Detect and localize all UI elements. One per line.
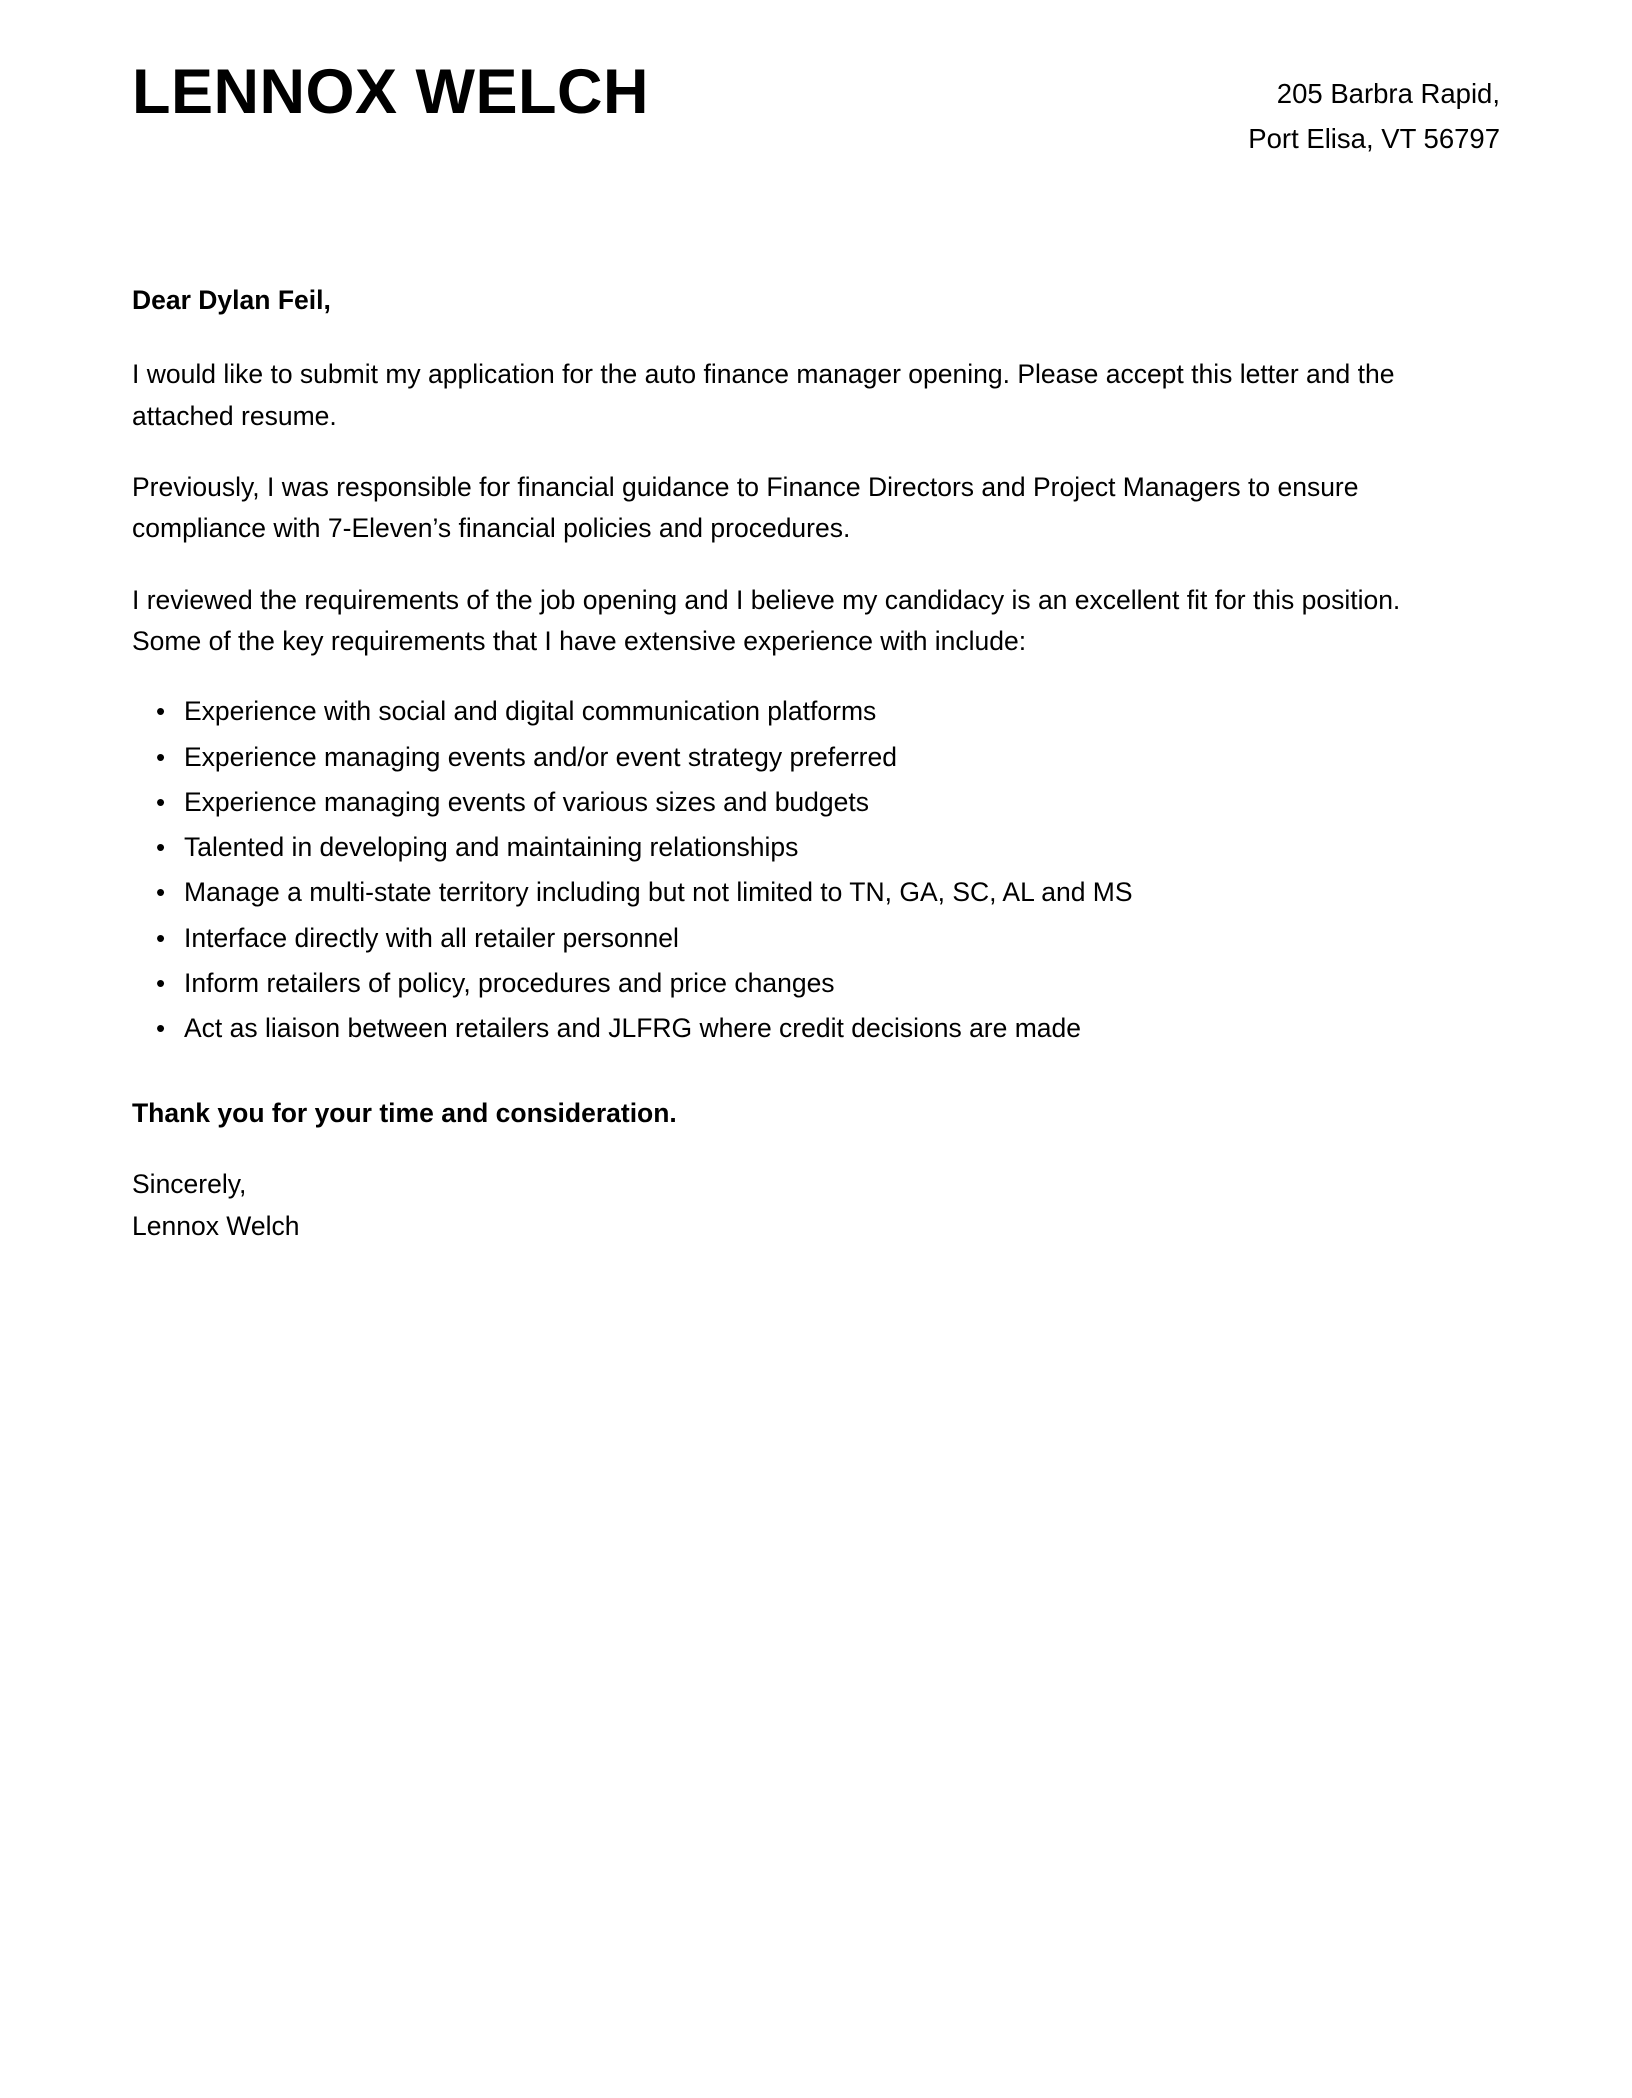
closing-thanks: Thank you for your time and consideration. [132, 1097, 677, 1128]
list-item-label: Interface directly with all retailer personnel [184, 922, 679, 953]
list-item [156, 738, 1442, 778]
list-item [156, 828, 1442, 868]
salutation: Dear Dylan Feil, [132, 285, 331, 316]
list-item [156, 964, 1442, 1004]
address-line-city-state-zip: Port Elisa, VT 56797 [1248, 122, 1500, 154]
bullet-icon: • [156, 1013, 166, 1044]
signoff-closing: Sincerely, [132, 1169, 247, 1200]
list-item-label: Experience managing events of various sizes and budgets [184, 786, 870, 817]
body-paragraph-3: I reviewed the requirements of the job opening and I believe my candidacy is an excellent fit for this position. Some of the key requirements that I have extensive experience with include: [132, 584, 1401, 657]
bullet-icon: • [156, 877, 166, 908]
list-item-label: Experience with social and digital communication platforms [184, 696, 877, 727]
list-item-label: Manage a multi-state territory including but not limited to TN, GA, SC, AL and MS [184, 877, 1133, 908]
letterhead [132, 58, 1500, 161]
sender-address-block [1248, 58, 1500, 161]
bullet-icon: • [156, 832, 166, 863]
letter-body [132, 280, 1442, 1247]
requirements-list [132, 692, 1442, 1049]
bullet-icon: • [156, 696, 166, 727]
signoff-name: Lennox Welch [132, 1210, 300, 1241]
list-item [156, 1009, 1442, 1049]
bullet-icon: • [156, 967, 166, 998]
list-item [156, 873, 1442, 913]
address-line-street: 205 Barbra Rapid, [1276, 78, 1500, 109]
list-item [156, 919, 1442, 959]
signature-block [132, 1164, 1442, 1247]
bullet-icon: • [156, 786, 166, 817]
list-item-label: Talented in developing and maintaining relationships [184, 832, 799, 863]
page-title: LENNOX WELCH [132, 57, 649, 127]
list-item-label: Inform retailers of policy, procedures and price changes [184, 967, 835, 998]
bullet-icon: • [156, 922, 166, 953]
bullet-icon: • [156, 741, 166, 772]
body-paragraph-1: I would like to submit my application for the auto finance manager opening. Please accept this letter and the attached resume. [132, 359, 1395, 431]
list-item-label: Experience managing events and/or event strategy preferred [184, 741, 897, 772]
list-item-label: Act as liaison between retailers and JLFRG where credit decisions are made [184, 1013, 1082, 1044]
body-paragraph-2: Previously, I was responsible for financial guidance to Finance Directors and Project Managers to ensure compliance with 7-Eleven’s financial policies and procedures. [132, 472, 1359, 544]
list-item [156, 692, 1442, 732]
list-item [156, 783, 1442, 823]
